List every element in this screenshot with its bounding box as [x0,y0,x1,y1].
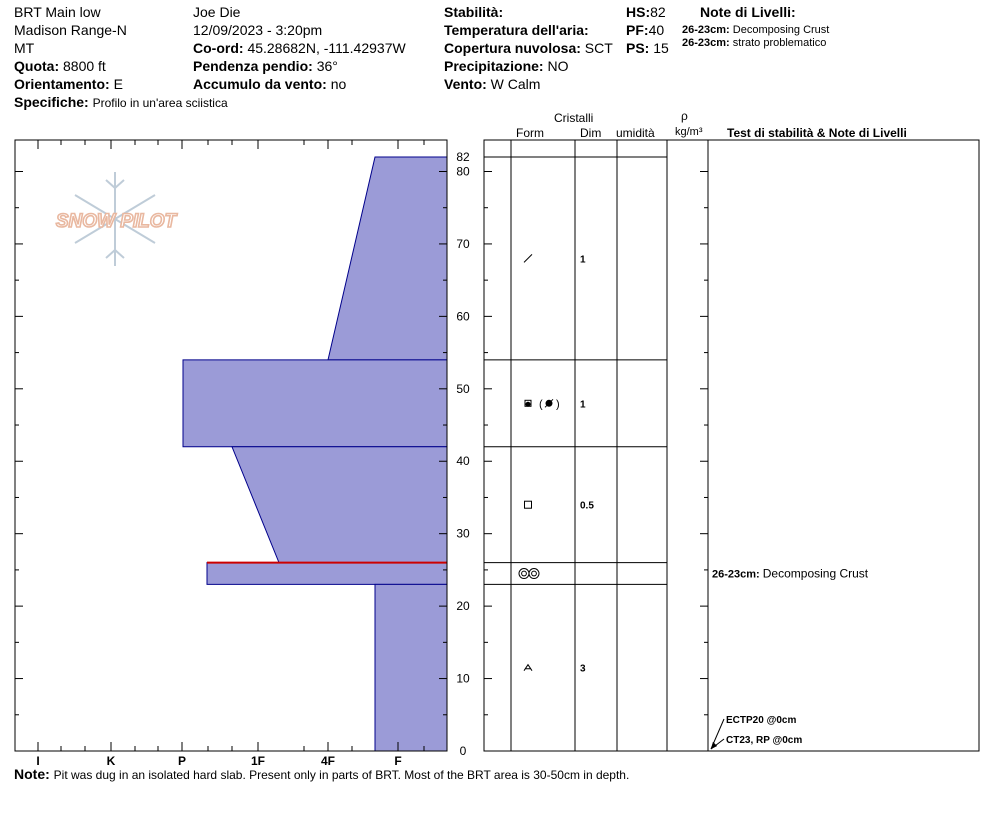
slope-value: 36° [316,58,338,74]
rounded-faceted-dot [526,402,531,407]
stability-test-0: ECTP20 @0cm [726,715,797,726]
air-temp-label: Temperatura dell'aria: [444,22,589,38]
test-arrowhead-1 [711,742,717,749]
wind-loading-value: no [330,76,347,92]
layer-note-2-text: strato problematico [732,37,827,49]
crystals-header: Cristalli [554,111,594,125]
layer-note-2-range: 26-23cm: [682,37,730,49]
x-tick-label-I: I [36,754,40,768]
melt-freeze-ring-2 [529,569,539,579]
y-tick-label-40: 40 [456,454,470,469]
depth-hoar-icon [524,665,532,671]
elevation-label: Quota: [14,58,60,74]
secondary-form-label: ( [539,398,543,411]
y-tick-label-80: 80 [456,164,470,179]
cloud-value: SCT [584,40,613,56]
dim-value-0: 1 [580,254,586,266]
x-tick-label-K: K [106,754,116,768]
aspect-label: Orientamento: [14,76,110,92]
aspect-value: E [113,76,123,92]
precip-label: Precipitazione: [444,58,544,74]
layer-table-content [484,157,869,751]
y-tick-label-10: 10 [456,671,470,686]
x-tick-label-4F: 4F [320,754,336,768]
layer-table-frame [484,140,979,751]
hs-label: HS: [626,4,651,20]
stability-label: Stabilità: [444,4,504,20]
melt-freeze-ring-1-inner [522,571,527,576]
y-tick-label-30: 30 [456,526,470,541]
wind-loading-label: Accumulo da vento: [193,76,327,92]
x-tick-label-1F: 1F [250,754,266,768]
specifics-value: Profilo in un'area sciistica [92,96,228,110]
secondary-close-paren: ) [556,398,560,411]
layer-note-1-range: 26-23cm: [682,24,730,36]
y-tick-label-82: 82 [456,150,470,164]
layer-note-text: Decomposing Crust [762,566,869,581]
precip-value: NO [547,58,569,74]
stability-test-1: CT23, RP @0cm [726,735,803,746]
dim-header: Dim [580,126,602,140]
decomposing-stroke [524,254,532,262]
logo-text: SNOW PILOT [55,211,177,232]
decomposing-icon [524,254,532,262]
depth-hoar-caret [524,665,532,671]
hs-value: 82 [650,4,666,20]
rho-header: ρ [681,109,688,123]
y-tick-label-0: 0 [459,744,467,758]
tests-header: Test di stabilità & Note di Livelli [727,126,907,140]
y-tick-label-60: 60 [456,309,470,324]
range: Madison Range-N [14,22,127,38]
dim-value-1: 1 [580,399,586,411]
layer-note-in-table [712,567,869,581]
density-unit-header: kg/m³ [675,126,703,138]
y-tick-label-20: 20 [456,599,470,614]
coord-value: 45.28682N, -111.42937W [247,40,406,56]
hardness-layer-1 [183,360,447,447]
hardness-layer-0 [328,157,447,360]
observer: Joe Die [193,4,241,20]
faceted-square [525,501,532,508]
ps-label: PS: [626,40,650,56]
melt-freeze-ring-2-inner [532,571,537,576]
moisture-header: umidità [616,126,655,140]
specifics-label: Specifiche: [14,94,89,110]
elevation-value: 8800 ft [63,58,106,74]
dim-value-2: 0.5 [580,500,594,512]
ps-value: 15 [653,40,669,56]
cloud-label: Copertura nuvolosa: [444,40,581,56]
datetime: 12/09/2023 - 3:20pm [193,22,323,38]
location: BRT Main low [14,4,101,20]
layer-note-range: 26-23cm: [712,568,763,581]
form-header: Form [516,126,544,140]
hardness-layer-4 [375,584,447,751]
slope-label: Pendenza pendio: [193,58,313,74]
x-tick-label-F: F [394,754,402,768]
rounded-faceted-icon [525,400,531,407]
faceted-icon [525,501,532,508]
layer-note-1-text: Decomposing Crust [732,24,830,36]
note-text: Pit was dug in an isolated hard slab. Present only in parts of BRT. Most of the BRT area is 30-50cm in depth. [53,768,630,782]
y-tick-label-70: 70 [456,236,470,251]
melt-freeze-icon [519,569,539,579]
note-line [14,766,629,783]
y-tick-label-50: 50 [456,381,470,396]
pf-label: PF: [626,22,649,38]
layer-notes-title: Note di Livelli: [700,4,796,20]
dim-value-4: 3 [580,663,586,675]
x-tick-label-P: P [177,754,187,768]
coord-label: Co-ord: [193,40,244,56]
melt-freeze-ring-1 [519,569,529,579]
hardness-layer-3 [207,563,447,585]
note-label: Note: [14,766,50,782]
hardness-profile [183,157,447,751]
wind-label: Vento: [444,76,487,92]
pf-value: 40 [648,22,665,38]
wind-value: W Calm [490,76,541,92]
state: MT [14,40,35,56]
hardness-layer-2 [232,447,447,563]
decomposing-secondary-icon [545,399,553,407]
